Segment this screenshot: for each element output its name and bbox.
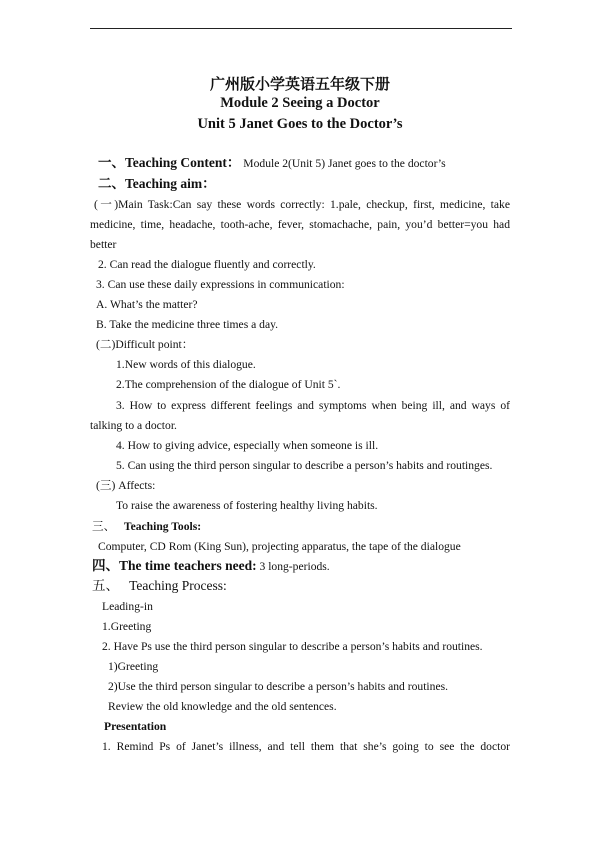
difficult-heading: (二)Difficult point： [96, 338, 194, 351]
section-teaching-tools [92, 519, 201, 534]
aim-item-2: 2. Can read the dialogue fluently and correctly. [98, 258, 316, 271]
aim-item-3b: B. Take the medicine three times a day. [96, 318, 279, 331]
section-teaching-process [92, 579, 227, 593]
section-heading: Teaching Content： [125, 155, 241, 170]
process-remind: 1. Remind Ps of Janet’s illness, and tell them that she’s going to see the doctor [102, 740, 510, 753]
process-review: Review the old knowledge and the old sentences. [108, 700, 337, 713]
section-text: Module 2(Unit 5) Janet goes to the doctor’s [243, 157, 446, 170]
process-presentation: Presentation [104, 720, 167, 733]
section-text: 3 long-periods. [259, 560, 330, 573]
section-number: 二、 [98, 176, 125, 192]
main-task-line-2: medicine, time, headache, tooth-ache, fever, stomachache, pain, you’d better=you had [90, 218, 510, 231]
aim-item-3a: A. What’s the matter? [96, 298, 198, 311]
section-time-needed [92, 559, 330, 574]
main-task-line-1: (一)Main Task:Can say these words correctly: 1.pale, checkup, first, medicine, take [94, 198, 510, 211]
chinese-title: 广州版小学英语五年级下册 [209, 75, 390, 93]
affects-heading: (三) Affects: [96, 479, 156, 492]
section-heading: Teaching aim： [125, 176, 216, 191]
section-number: 一、 [98, 155, 125, 171]
difficult-point-3b: talking to a doctor. [90, 419, 177, 432]
process-sub-2: 2)Use the third person singular to describe a person’s habits and routines. [108, 680, 449, 693]
section-teaching-content [98, 156, 446, 171]
module-title: Module 2 Seeing a Doctor [220, 95, 380, 111]
aim-item-3: 3. Can use these daily expressions in communication: [96, 278, 345, 291]
process-greeting: 1.Greeting [102, 620, 152, 633]
process-sub-1: 1)Greeting [108, 660, 159, 673]
section-number: 三、 [92, 519, 116, 533]
section-teaching-aim [98, 177, 216, 192]
process-leading-in: Leading-in [102, 600, 153, 613]
section-number: 四、 [92, 558, 119, 574]
difficult-point-4: 4. How to giving advice, especially when someone is ill. [116, 439, 379, 452]
affects-text: To raise the awareness of fostering healthy living habits. [116, 499, 378, 512]
header-rule [90, 28, 512, 29]
section-heading: Teaching Process: [129, 578, 227, 593]
difficult-point-5: 5. Can using the third person singular to describe a person’s habits and routinges. [116, 459, 493, 472]
difficult-point-3a: 3. How to express different feelings and symptoms when being ill, and ways of [116, 399, 510, 412]
section-heading: Teaching Tools: [123, 520, 202, 533]
difficult-point-2: 2.The comprehension of the dialogue of Unit 5`. [116, 378, 341, 391]
section-number: 五、 [92, 578, 119, 594]
teaching-tools-text: Computer, CD Rom (King Sun), projecting apparatus, the tape of the dialogue [98, 540, 461, 553]
process-step-2: 2. Have Ps use the third person singular to describe a person’s habits and routines. [102, 640, 483, 653]
section-heading: The time teachers need: [119, 558, 257, 573]
unit-title: Unit 5 Janet Goes to the Doctor’s [197, 116, 403, 132]
difficult-point-1: 1.New words of this dialogue. [116, 358, 256, 371]
main-task-line-3: better [90, 238, 117, 251]
